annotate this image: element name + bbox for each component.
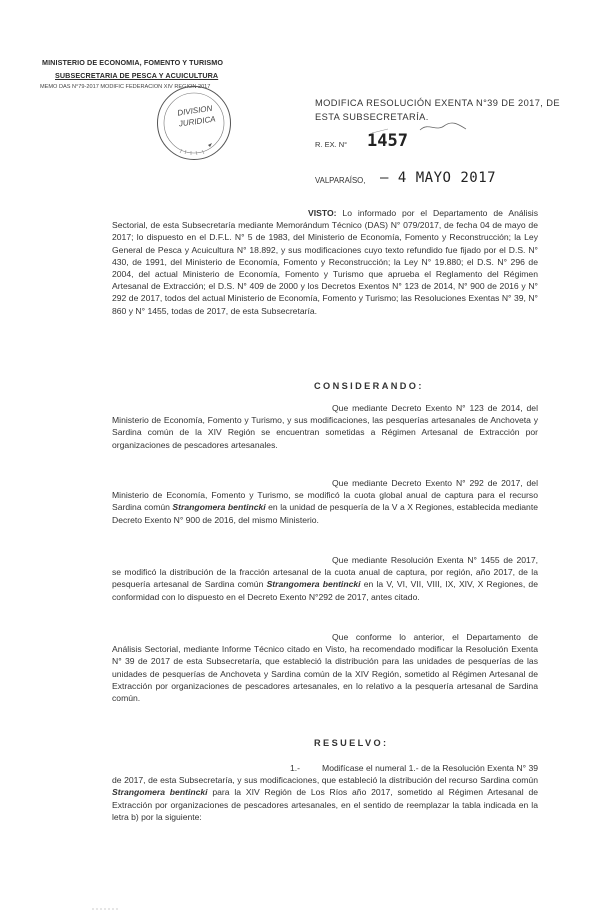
considerando-p1-text: Que mediante Decreto Exento N° 123 de 2014, del Ministerio de Economía, Fomento y Turismo, y sus modificaciones, las pesquerías artesanales de Anchoveta y Sardina común de la XIV Región se encuentran sometidas a Régimen Artesanal de Extracción por organizaciones de pescadores artesanales. — [112, 403, 538, 450]
resuelvo-heading: RESUELVO: — [314, 738, 389, 748]
memo-reference: MEMO DAS N°79-2017 MODIFIC FEDERACION XIV REGION 2017 — [40, 84, 211, 90]
species-name: Strangomera bentincki — [172, 502, 266, 513]
ministry-name: MINISTERIO DE ECONOMIA, FOMENTO Y TURISMO — [42, 58, 224, 67]
considerando-paragraph-3 — [112, 554, 538, 603]
resuelvo-paragraph-1 — [112, 762, 538, 823]
visto-text: Lo informado por el Departamento de Análisis Sectorial, de esta Subsecretaría mediante Memorándum Técnico (DAS) N° 079/2017, de fecha 04 de mayo de 2017; lo dispuesto en el D.F.L. N° 5 de 1983, del Ministerio de Economía, Fomento y Reconstrucción; la Ley General de Pesca y Acuicultura N° 18.892, y sus modificaciones cuyo texto refundido fue fijado por el D.S. N° 430, de 1991, del Ministerio de Economía, Fomento y Reconstrucción; la Ley N° 19.880; el D.S. N° 296 de 2004, del actual Ministerio de Economía, Fomento y Turismo que aprueba el Reglamento del Régimen Artesanal de Extracción; el D.S. N° 409 de 2000 y los Decretos Exentos N° 123 de 2014, N° 900 de 2016 y N° 292 de 2017, todos del actual Ministerio de Economía, Fomento y Turismo; las Resoluciones Exentas N° 39, N° 860 y N° 1455, todas de 2017, de esta Subsecretaría. — [112, 208, 538, 316]
resolution-number: 1457 — [367, 131, 408, 151]
considerando-p2-text-a: Que mediante Decreto Exento N° 292 de 2017, del Ministerio de Economía, Fomento y Turismo, se modificó la cuota global anual de captura para el recurso Sardina común — [112, 478, 538, 513]
visto-label: VISTO: — [308, 208, 337, 218]
subsecretaria-name: SUBSECRETARIA DE PESCA Y ACUICULTURA — [55, 71, 219, 80]
title-line-2: ESTA SUBSECRETARÍA. — [315, 112, 429, 122]
considerando-p3-text-b: en la V, VI, VII, VIII, IX, XIV, X Regiones, de conformidad con lo dispuesto en el Decreto Exento N°292 de 2017, antes citado. — [112, 579, 538, 602]
considerando-paragraph-2 — [112, 477, 538, 526]
place-label: VALPARAÍSO, — [315, 176, 366, 185]
considerando-paragraph-1 — [112, 402, 538, 451]
species-name: Strangomera bentincki — [112, 787, 208, 798]
title-line-1: MODIFICA RESOLUCIÓN EXENTA N°39 DE 2017, DE — [315, 98, 560, 108]
scan-mark-icon — [370, 127, 390, 135]
footer-scan-mark-icon — [90, 905, 120, 913]
resolution-date: – 4 MAYO 2017 — [380, 170, 497, 186]
species-name: Strangomera bentincki — [266, 579, 361, 590]
considerando-p4-text: Que conforme lo anterior, el Departamento de Análisis Sectorial, mediante Informe Técnico citado en Visto, ha recomendado modificar la Resolución Exenta N° 39 de 2017 de esta Subsecretaría, que estableció la distribución para las unidades de pesquerías de las unidades de pesquerías de Anchoveta y Sardina común de la XIV Región, sometido al Régimen Artesanal de Extracción por organizaciones de pescadores artesanales, en lo relativo a la pesquería artesanal de Sardina común. — [112, 632, 538, 704]
division-juridica-stamp — [157, 86, 231, 160]
stamp-line-1: DIVISION — [176, 103, 213, 118]
stamp-line-2: JURIDICA — [178, 114, 217, 129]
resolution-number-label: R. EX. N° — [315, 140, 348, 149]
considerando-p2-text-b: en la unidad de pesquería de la V a X Regiones, establecida mediante Decreto Exento N° 900 de 2016, del mismo Ministerio. — [112, 502, 538, 525]
considerando-p3-text-a: Que mediante Resolución Exenta N° 1455 de 2017, se modificó la distribución de la fracción artesanal de la cuota anual de captura, por región, año 2017, de la pesquería artesanal de Sardina común — [112, 555, 538, 590]
resuelvo-p1-text-a: Modifícase el numeral 1.- de la Resolución Exenta N° 39 de 2017, de esta Subsecretaría, y sus modificaciones, que estableció la distribución del recurso Sardina común — [112, 763, 538, 786]
initials-mark-icon — [418, 120, 468, 134]
resuelvo-item-number: 1.- — [290, 763, 301, 773]
resuelvo-p1-text-b: para la XIV Región de Los Ríos año 2017, sometido al Régimen Artesanal de Extracción por organizaciones de pescadores artesanales, en el sentido de reemplazar la tabla indicada en la letra b) por la siguiente: — [112, 787, 539, 822]
considerando-paragraph-4 — [112, 631, 538, 704]
considerando-heading: CONSIDERANDO: — [314, 381, 424, 391]
visto-paragraph — [112, 207, 538, 317]
